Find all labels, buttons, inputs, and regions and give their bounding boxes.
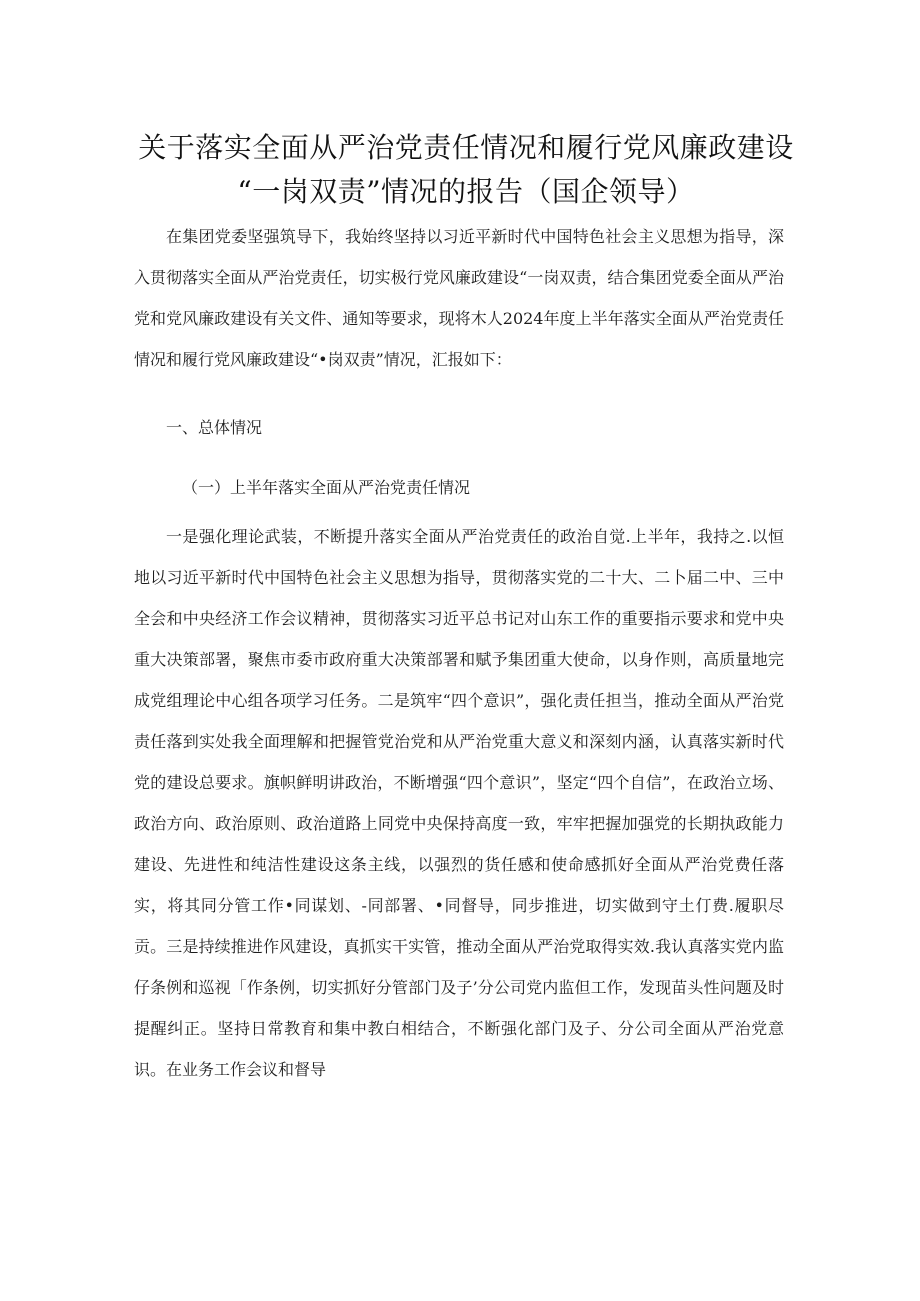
title-line-2: “一岗双责”情况的报告（国企领导） [237, 175, 695, 208]
section-heading: 一、总体情况 [166, 418, 263, 437]
paragraph-spacer [134, 380, 784, 396]
title-line-1: 关于落实全面从严治党责任情况和履行党风廉政建设 [138, 131, 794, 164]
document-body [134, 216, 784, 1090]
intro-paragraph: 在集团党委坚强筑导下，我始终坚持以习近平新时代中国特色社会主义思想为指导，深入贯彻落实全面从严治党责任，切实极行党风廉政建设“一岗双责，结合集团党委全面从严治党和党风廉政建设有关文件、通知等要求，现将木人2024年度上半年落实全面从严治党责任情况和履行党风廉政建设“•岗双责”情况，汇报如下： [134, 227, 784, 369]
document-title [126, 126, 806, 214]
subsection-heading: （一）上半年落实全面从严治党责任情况 [182, 478, 471, 497]
main-paragraph: 一是强化理论武装，不断提升落实全面从严治党责任的政治自觉.上半年，我持之.以恒地以习近平新时代中国特色社会主义思想为指导，贯彻落实党的二十大、二卜届二中、三中全会和中央经济工作会议精神，贯彻落实习近平总书记对山东工作的重要指示要求和党中央重大决策部署，聚焦市委市政府重大决策部署和赋予集团重大使命，以身作则，高质量地完成党组理论中心组各项学习任务。二是筑牢“四个意识”，强化责任担当，推动全面从严治党责任落到实处我全面理解和把握管党治党和从严治党重大意义和深刻内涵，认真落实新时代党的建设总要求。旗帜鲜明讲政治，不断增强“四个意识”，坚定“四个自信”，在政治立场、政治方向、政治原则、政治道路上同党中央保持高度一致，牢牢把握加强党的长期执政能力建设、先进性和纯洁性建设这条主线，以强烈的货任感和使命感抓好全面从严治党费任落实，将其同分管工作•同谋划、-同部署、•同督导，同步推进，切实做到守土仃费.履职尽贡。三是持续推进作风建设，真抓实干实管，推动全面从严治党取得实效.我认真落实党内监仔条例和巡视「作条例，切实抓好分管部门及子’分公司党内监但工作，发现苗头性问题及时提醒纠正。坚持日常教育和集中教白相结合，不断强化部门及子、分公司全面从严治党意识。在业务工作会议和督导 [134, 527, 784, 1079]
